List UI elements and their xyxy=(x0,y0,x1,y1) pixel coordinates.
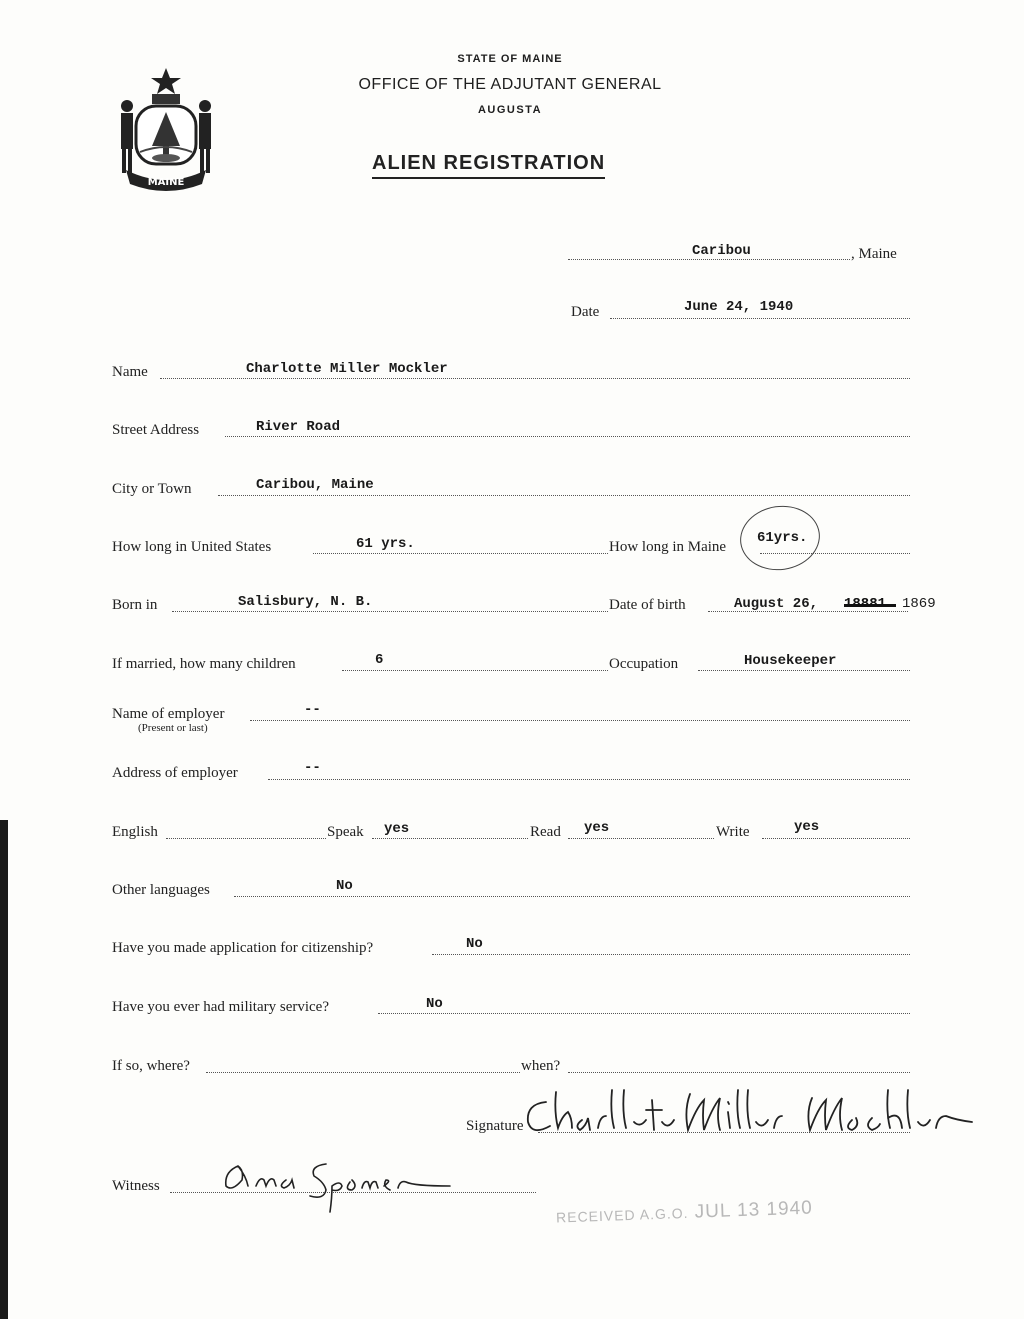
witness-handwriting xyxy=(214,1146,464,1216)
citizenship-line xyxy=(432,954,910,955)
children-value[interactable]: 6 xyxy=(375,652,384,668)
employer-address-value[interactable]: -- xyxy=(304,760,321,776)
occupation-label: Occupation xyxy=(609,656,679,672)
english-line xyxy=(166,838,326,839)
military-line xyxy=(378,1013,910,1014)
name-value[interactable]: Charlotte Miller Mockler xyxy=(246,361,448,377)
where-line[interactable] xyxy=(206,1072,520,1073)
place-value[interactable]: Caribou xyxy=(692,243,751,259)
born-in-label: Born in xyxy=(112,597,158,613)
dob-value[interactable]: August 26, xyxy=(734,596,819,612)
born-in-line xyxy=(172,611,608,612)
scan-edge-shadow xyxy=(0,820,8,1319)
city-line xyxy=(218,495,910,496)
when-label: when? xyxy=(521,1058,561,1074)
dob-strike-bar xyxy=(844,604,896,607)
header-city: AUGUSTA xyxy=(477,104,543,116)
english-label: English xyxy=(112,824,158,840)
read-label: Read xyxy=(530,824,561,840)
born-in-value[interactable]: Salisbury, N. B. xyxy=(238,594,373,610)
speak-value[interactable]: yes xyxy=(384,821,410,837)
military-label: Have you ever had military service? xyxy=(112,999,329,1015)
employer-address-line xyxy=(268,779,910,780)
dob-struck-year: 18881 xyxy=(844,596,887,612)
other-languages-line xyxy=(234,896,910,897)
employer-address-label: Address of employer xyxy=(112,765,238,781)
maine-years-label: How long in Maine xyxy=(609,539,727,555)
other-languages-label: Other languages xyxy=(112,882,210,898)
street-label: Street Address xyxy=(112,422,200,438)
hand-drawn-circle xyxy=(736,501,824,576)
dob-label: Date of birth xyxy=(609,597,686,613)
citizenship-label: Have you made application for citizenship? xyxy=(112,940,374,956)
us-years-line xyxy=(313,553,608,554)
place-line xyxy=(568,259,850,260)
write-line xyxy=(762,838,910,839)
military-value[interactable]: No xyxy=(426,996,443,1012)
form-title: ALIEN REGISTRATION xyxy=(372,151,605,179)
place-suffix: , Maine xyxy=(851,246,897,262)
name-line xyxy=(160,378,910,379)
us-years-value[interactable]: 61 yrs. xyxy=(356,536,415,552)
write-label: Write xyxy=(716,824,750,840)
write-value[interactable]: yes xyxy=(794,819,820,835)
maine-state-seal-icon xyxy=(112,66,220,192)
occupation-line xyxy=(698,670,910,671)
received-stamp xyxy=(556,1198,813,1229)
children-line xyxy=(342,670,608,671)
street-value[interactable]: River Road xyxy=(256,419,341,435)
occupation-value[interactable]: Housekeeper xyxy=(744,653,837,669)
other-languages-value[interactable]: No xyxy=(336,878,353,894)
city-label: City or Town xyxy=(112,481,192,497)
citizenship-value[interactable]: No xyxy=(466,936,483,952)
date-line xyxy=(610,318,910,319)
employer-name-line xyxy=(250,720,910,721)
speak-label: Speak xyxy=(327,824,364,840)
seal-banner-text: MAINE xyxy=(147,177,185,188)
header-state: STATE OF MAINE xyxy=(457,53,563,65)
signature-text: Charlotte Miller Mockler xyxy=(516,1082,527,1083)
date-label: Date xyxy=(571,304,600,320)
received-stamp-label: RECEIVED A.G.O. xyxy=(555,1204,689,1226)
read-line xyxy=(568,838,714,839)
date-value[interactable]: June 24, 1940 xyxy=(684,299,794,315)
where-label: If so, where? xyxy=(112,1058,190,1074)
signature-handwriting xyxy=(516,1082,986,1150)
dob-correction[interactable]: 1869 xyxy=(902,596,936,612)
signature-label: Signature xyxy=(466,1118,524,1134)
name-label: Name xyxy=(112,364,148,380)
when-line[interactable] xyxy=(568,1072,910,1073)
us-years-label: How long in United States xyxy=(112,539,272,555)
employer-name-value[interactable]: -- xyxy=(304,702,321,718)
children-label: If married, how many children xyxy=(112,656,296,672)
street-line xyxy=(225,436,910,437)
maine-years-value[interactable]: 61yrs. xyxy=(757,530,808,546)
employer-name-note: (Present or last) xyxy=(138,722,208,734)
received-stamp-date: JUL 13 1940 xyxy=(694,1197,814,1223)
read-value[interactable]: yes xyxy=(584,820,610,836)
employer-name-label: Name of employer xyxy=(112,706,225,722)
speak-line xyxy=(372,838,528,839)
header-office: OFFICE OF THE ADJUTANT GENERAL xyxy=(358,76,662,93)
city-value[interactable]: Caribou, Maine xyxy=(256,477,374,493)
witness-text: Anna Spomer xyxy=(214,1146,220,1147)
witness-label: Witness xyxy=(112,1178,160,1194)
